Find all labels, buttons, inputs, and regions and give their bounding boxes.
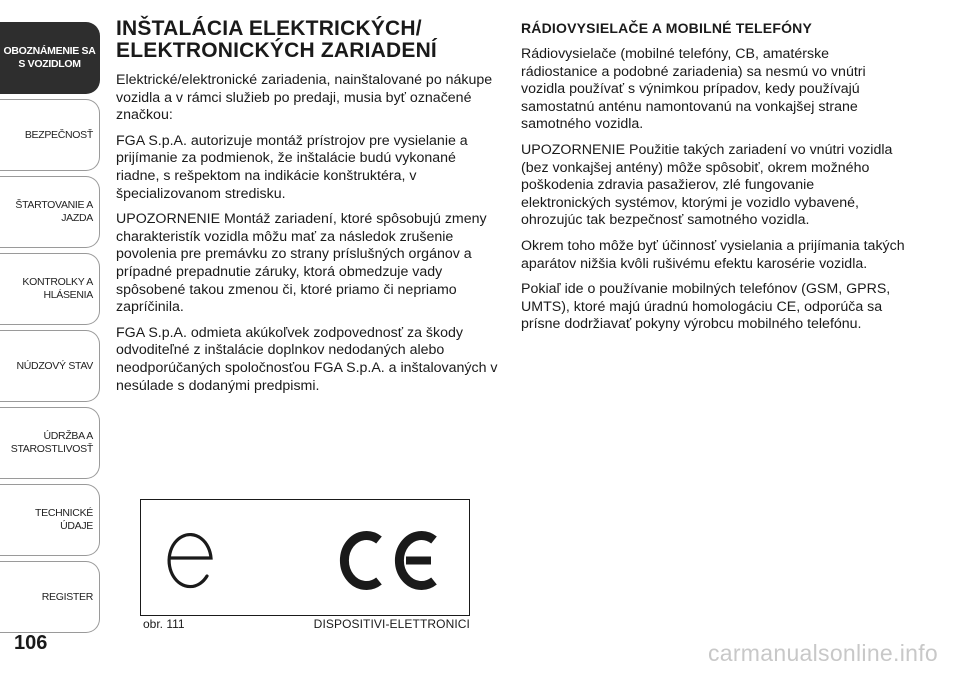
section-title: INŠTALÁCIA ELEKTRICKÝCH/ ELEKTRONICKÝCH ZARIADENÍ bbox=[116, 17, 437, 62]
figure-ref: obr. 111 bbox=[143, 617, 185, 631]
ce-mark-icon bbox=[344, 536, 434, 586]
sidebar-tab-kontrolky[interactable]: KONTROLKY A HLÁSENIA bbox=[0, 253, 100, 325]
warning-paragraph: UPOZORNENIE Použitie takých zariadení vo vnútri vozidla (bez vonkajšej antény) môže spôsobiť, okrem možného poškodenia zdravia pasažierov, zlé fungovanie elektronických systémov, ktorými je vozidlo vybavené, ohrozujúc tak bezpečnosť samotného vozidla. bbox=[521, 141, 893, 229]
section-heading: RÁDIOVYSIELAČE A MOBILNÉ TELEFÓNY bbox=[521, 20, 813, 36]
figure-caption bbox=[140, 617, 470, 631]
paragraph: FGA S.p.A. autorizuje montáž prístrojov pre vysielanie a prijímanie za podmienok, že inštalácie budú vykonané riadne, s rešpektom na indikácie konštruktéra, v špecializovanom stredisku. bbox=[116, 132, 468, 202]
right-column bbox=[521, 18, 906, 342]
paragraph: Rádiovysielače (mobilné telefóny, CB, amatérske rádiostanice a podobné zariadenia) sa nesmú vo vnútri vozidla používať s výnimkou prípadov, kedy používajú samostatnú anténu namontovanú na vonkajšej strane samotného vozidla. bbox=[521, 46, 866, 133]
sidebar-tab-udrzba[interactable]: ÚDRŽBA A STAROSTLIVOSŤ bbox=[0, 407, 100, 479]
paragraph: Okrem toho môže byť účinnosť vysielania a prijímania takých aparátov nižšia kvôli rušivému efektu karosérie vozidla. bbox=[521, 237, 905, 272]
figure-111 bbox=[140, 499, 470, 616]
e-mark-icon bbox=[169, 535, 211, 587]
warning-paragraph: UPOZORNENIE Montáž zariadení, ktoré spôsobujú zmeny charakteristík vozidla môžu mať za následok zrušenie povolenia pre premávku zo strany príslušných orgánov a prípadné prepadnutie záruky, ktorá obmedzuje vady spôsobené takou zmenou či, ktoré priamo či nepriamo zapríčinila. bbox=[116, 211, 487, 316]
figure-symbols bbox=[141, 500, 468, 614]
paragraph: FGA S.p.A. odmieta akúkoľvek zodpovednosť za škody odvoditeľné z inštalácie doplnkov nedodaných alebo neodporúčaných spoločnosťou FGA S.p.A. a inštalovaných v nesúlade s dodanými predpismi. bbox=[116, 324, 498, 394]
sidebar-tab-oboznamenie[interactable]: OBOZNÁMENIE SA S VOZIDLOM bbox=[0, 22, 100, 94]
sidebar-tab-register[interactable]: REGISTER bbox=[0, 561, 100, 633]
watermark: carmanualsonline.info bbox=[707, 640, 938, 666]
paragraph: Elektrické/elektronické zariadenia, nainštalované po nákupe vozidla a v rámci služieb po predaji, musia byť označené značkou: bbox=[116, 72, 493, 124]
sidebar-tab-nudzovy-stav[interactable]: NÚDZOVÝ STAV bbox=[0, 330, 100, 402]
paragraph: Pokiaľ ide o používanie mobilných telefónov (GSM, GPRS, UMTS), ktoré majú úradnú homologáciu CE, odporúča sa prísne dodržiavať pokyny výrobcu mobilného telefónu. bbox=[521, 281, 891, 333]
sidebar-tab-technicke-udaje[interactable]: TECHNICKÉ ÚDAJE bbox=[0, 484, 100, 556]
page-number: 106 bbox=[14, 632, 48, 654]
sidebar-tab-bezpecnost[interactable]: BEZPEČNOSŤ bbox=[0, 99, 100, 171]
figure-code: DISPOSITIVI-ELETTRONICI bbox=[313, 617, 470, 631]
chapter-sidebar bbox=[0, 22, 100, 638]
sidebar-tab-startovanie[interactable]: ŠTARTOVANIE A JAZDA bbox=[0, 176, 100, 248]
left-column bbox=[116, 18, 498, 403]
